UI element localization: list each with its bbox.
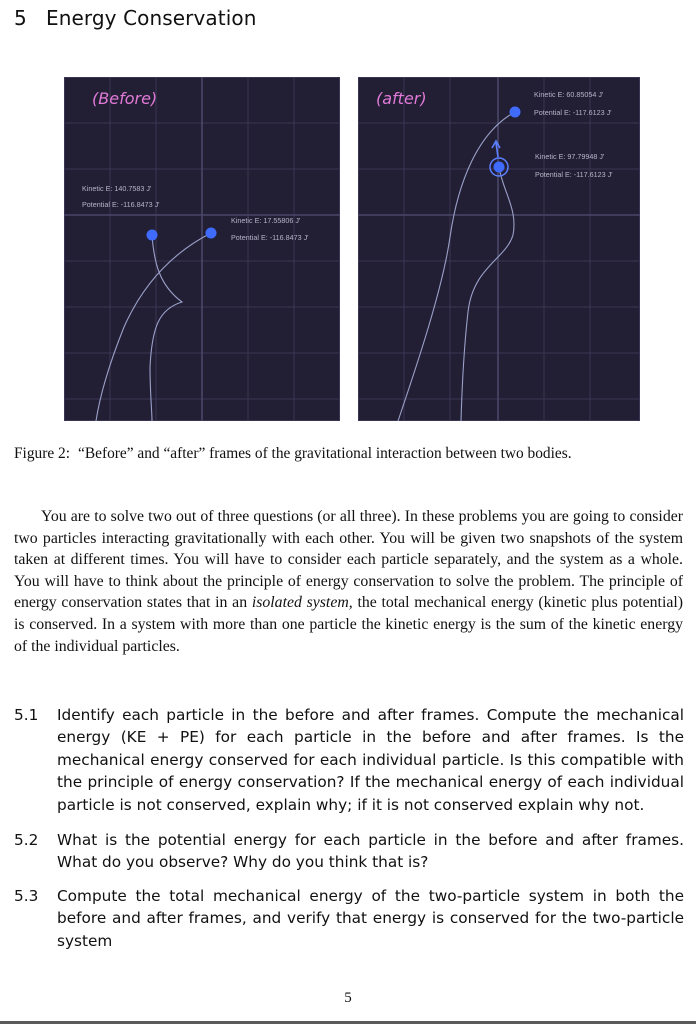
question-text: What is the potential energy for each particle in the before and after frames. What do you observe? Why do you think that is? <box>57 831 684 872</box>
section-title: Energy Conservation <box>46 6 257 30</box>
figure-caption-text: “Before” and “after” frames of the gravitational interaction between two bodies. <box>78 445 572 462</box>
after-p2-potential: Potential E: -117.6123 J' <box>535 170 613 179</box>
before-trajectory-1 <box>150 235 182 421</box>
question-number: 5.3 <box>14 887 39 905</box>
after-p1-potential: Potential E: -117.6123 J' <box>534 108 612 117</box>
page-number: 5 <box>344 990 352 1006</box>
before-p2-kinetic: Kinetic E: 17.55806 J' <box>231 216 301 225</box>
question-5-3 <box>14 885 684 952</box>
before-p2-potential: Potential E: -116.8473 J' <box>231 233 309 242</box>
after-trajectory-2 <box>461 167 514 421</box>
before-handwritten-label: (Before) <box>92 89 158 108</box>
figure-after-panel <box>358 77 640 421</box>
intro-text-part1: You are to solve two out of three questions (or all three). In these problems you are going to consider two particles interacting gravitationally with each other. You will be given two snapshots of the system taken at different times. You will have to consider each particle separately, and the system as a whole. You will have to think about the principle of energy conservation to solve the problem. The principle of energy conservation states that in an <box>14 508 683 612</box>
figure-before-panel <box>64 77 340 421</box>
before-particle-1 <box>147 230 158 241</box>
before-simulation <box>64 77 340 421</box>
question-text: Identify each particle in the before and after frames. Compute the mechanical energy (KE + PE) for each particle in the before and after frames. Is the mechanical energy conserved for each individual particle. Is this compatible with the principle of energy conservation? If the mechanical energy of each individual particle is not conserved, explain why; if it is not conserved explain why not. <box>57 706 684 814</box>
before-p1-potential: Potential E: -116.8473 J' <box>82 200 160 209</box>
after-grid <box>358 77 640 421</box>
section-number: 5 <box>14 6 27 30</box>
before-particle-2 <box>206 228 217 239</box>
before-p1-kinetic: Kinetic E: 140.7583 J' <box>82 184 152 193</box>
question-number: 5.1 <box>14 706 39 724</box>
after-p2-kinetic: Kinetic E: 97.79948 J' <box>535 152 605 161</box>
question-5-1 <box>14 704 684 816</box>
after-particle-1 <box>510 107 521 118</box>
section-heading <box>14 6 257 30</box>
intro-text-part2: the total mechanical energy (kinetic plus potential) is conserved. In a system with more than one particle the kinetic energy is the sum of the kinetic energy of the individual particles. <box>14 594 683 655</box>
intro-paragraph <box>14 506 683 657</box>
figure-caption <box>14 443 682 464</box>
intro-emphasis: isolated system, <box>251 594 353 612</box>
after-simulation <box>358 77 640 421</box>
after-particle-2 <box>494 162 505 173</box>
figure-caption-label: Figure 2: <box>14 445 71 462</box>
question-number: 5.2 <box>14 831 39 849</box>
after-handwritten-label: (after) <box>376 89 427 108</box>
question-5-2 <box>14 829 684 874</box>
question-text: Compute the total mechanical energy of the two-particle system in both the before and after frames, and verify that energy is conserved for the two-particle system <box>57 887 684 950</box>
after-p1-kinetic: Kinetic E: 60.85054 J' <box>534 90 604 99</box>
